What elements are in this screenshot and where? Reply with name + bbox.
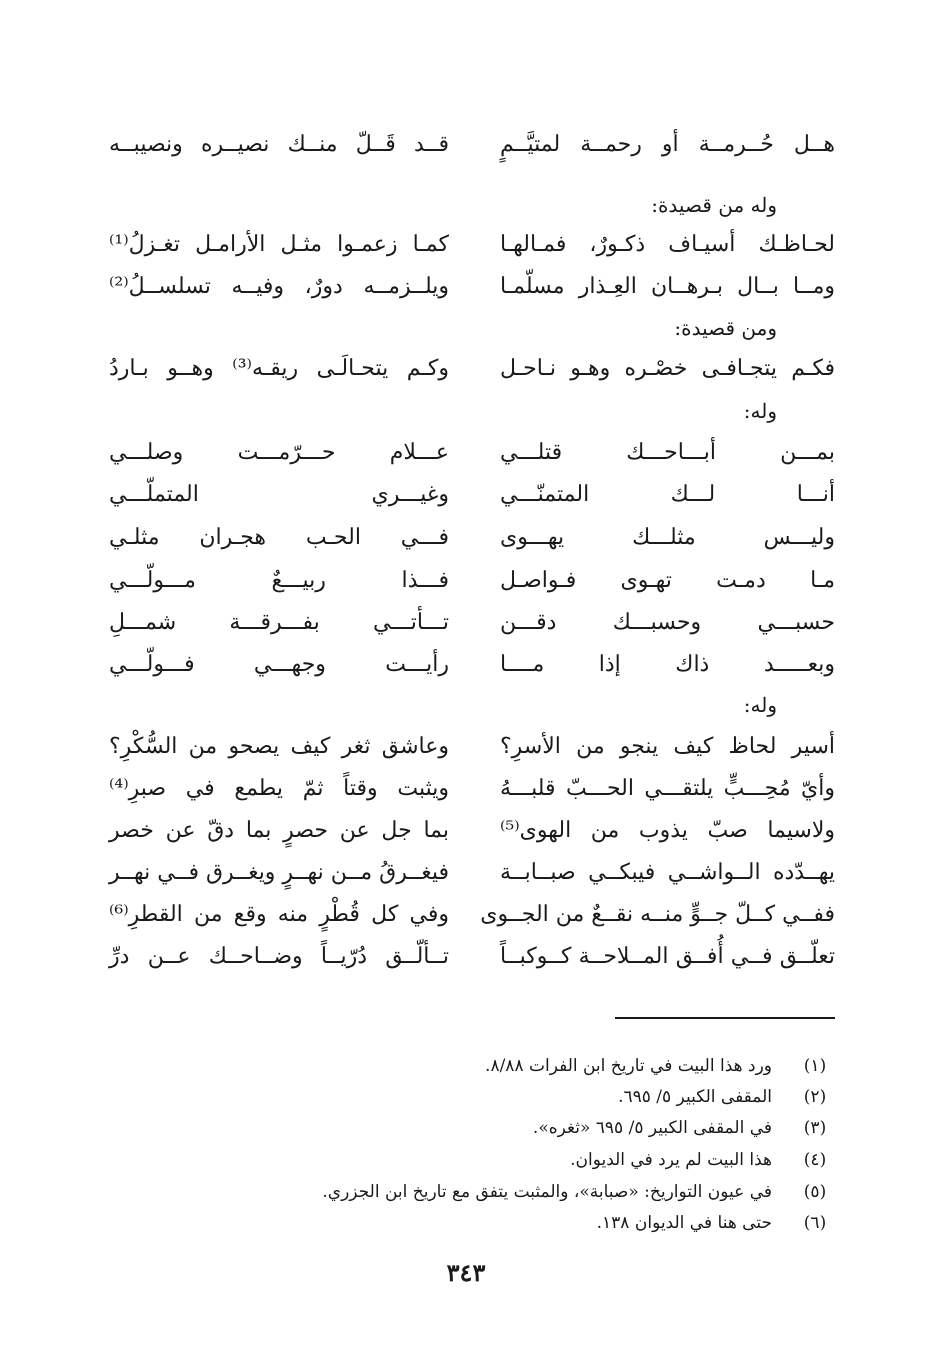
first-hemistich: وبعـــــد ذاك إذا مــــا xyxy=(500,652,835,677)
second-hemistich: قــد قَــلّ منــك نصيــره ونصيبــه xyxy=(109,132,449,157)
intro-text: وله: xyxy=(743,693,777,717)
first-hemistich: ففــي كــلّ جــوٍّ منــه نقــعٌ من الجــوى xyxy=(480,902,835,927)
verse-line xyxy=(0,769,932,809)
first-hemistich: وليـــس مثلـــك يهـــوى xyxy=(500,525,835,550)
footnote-number: (١) xyxy=(803,1056,827,1076)
footnote-number: (٣) xyxy=(803,1118,827,1138)
verse-line xyxy=(0,349,932,389)
page-number: ٣٤٣ xyxy=(446,1258,486,1287)
poem-intro-label xyxy=(0,308,932,348)
first-hemistich: وأيّ مُحِـــبٍّ يلتقـــي الحـــبّ قلبـــهُ xyxy=(500,776,835,801)
intro-text: ومن قصيدة: xyxy=(674,316,777,340)
verse-line xyxy=(0,267,932,307)
verse-line xyxy=(0,895,932,935)
second-hemistich: تــألّــق دُرّيــاً وضــاحــك عــن درِّ xyxy=(109,944,449,969)
footnote xyxy=(0,1177,932,1207)
poem-intro-label xyxy=(0,185,932,225)
second-hemistich: تـــأتـــي بفـــرقـــة شمـــلِ xyxy=(109,610,449,635)
verse-line xyxy=(0,645,932,685)
first-hemistich: يهــدّده الــواشــي فيبكــي صبــابــة xyxy=(500,860,835,885)
second-hemistich: فيغــرقُ مــن نهــرٍ ويغــرق فــي نهــر xyxy=(108,860,449,885)
footnote-text: في عيون التواريخ: «صبابة»، والمثبت يتفق مع تاريخ ابن الجزري. xyxy=(322,1182,772,1202)
footnote xyxy=(0,1113,932,1143)
first-hemistich: أسير لحاظ كيف ينجو من الأسرِ؟ xyxy=(500,734,835,759)
verse-line xyxy=(0,433,932,473)
second-hemistich: فـــذا ربيـــعٌ مـــولّـــي xyxy=(109,568,449,593)
intro-text: وله: xyxy=(743,399,777,423)
footnote-number: (٢) xyxy=(803,1087,827,1107)
second-hemistich: رأيـــت وجهـــي فـــولّـــي xyxy=(109,652,449,677)
second-hemistich: بما جل عن حصرٍ بما دقّ عن خصر xyxy=(109,818,449,843)
verse-line xyxy=(0,727,932,767)
verse-line xyxy=(0,937,932,977)
footnote-text: في المقفى الكبير ٥/ ٦٩٥ «ثغره». xyxy=(532,1118,772,1138)
verse-line xyxy=(0,125,932,165)
verse-line xyxy=(0,475,932,515)
first-hemistich: ومــا بــال بـرهــان العِـذار مسلّمـا xyxy=(500,274,835,299)
first-hemistich: تعلّــق فــي أُفــق المــلاحــة كــوكبــاً xyxy=(500,944,835,969)
second-hemistich: ويلــزمــه دورٌ، وفيــه تسلســلُ⁽²⁾ xyxy=(109,274,449,299)
footnote xyxy=(0,1145,932,1175)
footnote-number: (٥) xyxy=(803,1182,827,1202)
second-hemistich: وفي كل قُطْرٍ منه وقع من القطرِ⁽⁶⁾ xyxy=(109,902,449,927)
second-hemistich: وكـم يتحـالَـى ريقـه⁽³⁾ وهــو بـاردُ xyxy=(109,356,449,381)
intro-text: وله من قصيدة: xyxy=(651,193,777,217)
footnote xyxy=(0,1082,932,1112)
footnote-text: هذا البيت لم يرد في الديوان. xyxy=(570,1150,772,1170)
footnote-text: ورد هذا البيت في تاريخ ابن الفرات ٨/٨٨. xyxy=(485,1056,772,1076)
verse-line xyxy=(0,853,932,893)
first-hemistich: فكـم يتجـافـى خصْـره وهـو نـاحـل xyxy=(500,356,835,381)
footnote xyxy=(0,1051,932,1081)
footnote-text: حتى هنا في الديوان ١٣٨. xyxy=(596,1213,772,1233)
footnote-separator xyxy=(615,1017,835,1019)
first-hemistich: هــل حُــرمــة أو رحمــة لمتيَّــمٍ xyxy=(500,132,835,157)
first-hemistich: مـا دمـت تهـوى فـواصـل xyxy=(500,568,835,593)
second-hemistich: عـــلام حـــرّمـــت وصلـــي xyxy=(109,440,449,465)
first-hemistich: لحـاظـك أسيـاف ذكـورٌ، فمـالهـا xyxy=(500,232,835,257)
verse-line xyxy=(0,561,932,601)
first-hemistich: أنـــا لـــك المتمنّـــي xyxy=(500,482,835,507)
second-hemistich: فـــي الحـب هجـران مثلـي xyxy=(109,525,449,550)
footnote-number: (٦) xyxy=(803,1213,827,1233)
first-hemistich: بمـــن أبـــاحـــك قتلـــي xyxy=(500,440,835,465)
poem-intro-label xyxy=(0,391,932,431)
first-hemistich: ولاسيما صبّ يذوب من الهوى⁽⁵⁾ xyxy=(500,818,835,843)
verse-line xyxy=(0,811,932,851)
verse-line xyxy=(0,518,932,558)
second-hemistich: وغيـــري المتملّـــي xyxy=(109,482,449,507)
poem-intro-label xyxy=(0,685,932,725)
first-hemistich: حسبـــي وحسبـــك دقـــن xyxy=(500,610,835,635)
verse-line xyxy=(0,225,932,265)
second-hemistich: ويثبت وقتاً ثمّ يطمع في صبرِ⁽⁴⁾ xyxy=(109,776,449,801)
second-hemistich: وعاشق ثغر كيف يصحو من السُّكْرِ؟ xyxy=(109,734,449,759)
footnote xyxy=(0,1208,932,1238)
second-hemistich: كمـا زعمـوا مثـل الأرامـل تغـزلُ⁽¹⁾ xyxy=(109,232,449,257)
footnote-text: المقفى الكبير ٥/ ٦٩٥. xyxy=(618,1087,772,1107)
verse-line xyxy=(0,603,932,643)
footnote-number: (٤) xyxy=(803,1150,827,1170)
